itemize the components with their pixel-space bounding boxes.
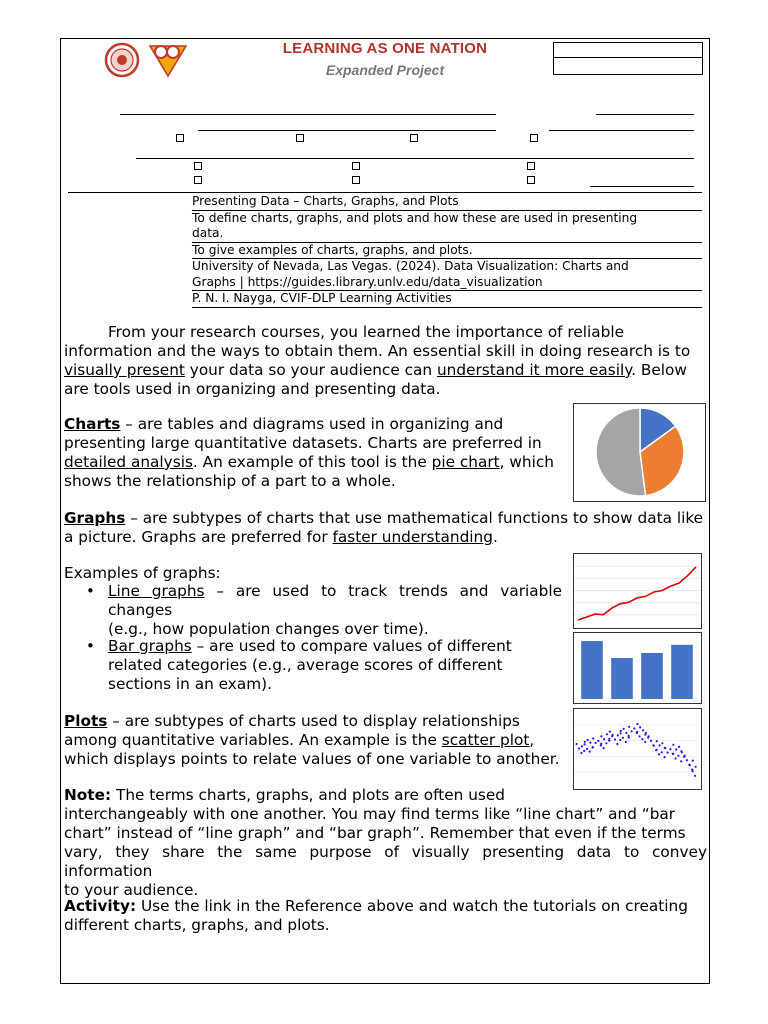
plots-text: , [529, 731, 535, 749]
metadata-block [192, 194, 702, 308]
form-line [136, 158, 694, 159]
note-text: chart” instead of “line graph” and “bar graph”. Remember that even if the terms [64, 824, 686, 842]
scatter-point [589, 751, 591, 753]
bar-graph-term: Bar graphs [108, 637, 192, 655]
graphs-term: Graphs [64, 509, 126, 527]
checkbox[interactable] [296, 134, 304, 142]
scatter-point [617, 734, 619, 736]
scatter-point [589, 742, 591, 744]
scatter-point [625, 741, 627, 743]
scatter-point [628, 726, 630, 728]
meta-topic: Presenting Data – Charts, Graphs, and Plots [192, 194, 702, 211]
meta-objective-1b: data. [192, 226, 702, 243]
bar-graph-text: related categories (e.g., average scores of different [108, 656, 503, 674]
line-graph-term: Line graphs [108, 582, 205, 600]
bar-graph-text: – are used to compare values of different [191, 637, 512, 655]
scatter-point [600, 743, 602, 745]
scatter-point [623, 728, 625, 730]
scatter-point [578, 747, 580, 749]
checkbox[interactable] [176, 134, 184, 142]
header-subtitle: Expanded Project [325, 62, 445, 78]
pie-slice [596, 408, 646, 496]
scatter-point [669, 748, 671, 750]
scatter-point [584, 741, 586, 743]
scatter-point [581, 745, 583, 747]
bar [611, 658, 633, 699]
plots-text: – are subtypes of charts used to display relationships [107, 712, 520, 730]
bar [641, 653, 663, 699]
scatter-point [603, 747, 605, 749]
scatter-point [580, 752, 582, 754]
scatter-point [586, 748, 588, 750]
checkbox[interactable] [410, 134, 418, 142]
plots-emphasis: scatter plot [441, 731, 530, 749]
scatter-point [661, 751, 663, 753]
header-title: LEARNING AS ONE NATION [282, 40, 488, 57]
scatter-point [605, 742, 607, 744]
form-line [549, 130, 694, 131]
scatter-point [597, 740, 599, 742]
scatter-point [592, 746, 594, 748]
dlp-logo [146, 40, 190, 78]
scatter-point [677, 755, 679, 757]
activity-section [64, 897, 707, 935]
scatter-point [694, 775, 696, 777]
note-section [64, 786, 707, 900]
scatter-point [675, 748, 677, 750]
scatter-point [628, 735, 630, 737]
scatter-point [656, 749, 658, 751]
graphs-emphasis: faster understanding [332, 528, 493, 546]
activity-label: Activity: [64, 897, 137, 915]
scatter-point [645, 732, 647, 734]
line-series [578, 567, 696, 620]
scatter-point [592, 737, 594, 739]
form-line [68, 192, 702, 193]
line-chart-box [573, 553, 702, 629]
meta-author: P. N. I. Nayga, CVIF-DLP Learning Activities [192, 291, 702, 308]
activity-text: different charts, graphs, and plots. [64, 916, 330, 934]
note-text: to your audience. [64, 881, 199, 899]
activity-text: Use the link in the Reference above and watch the tutorials on creating [136, 897, 688, 915]
intro-line: From your research courses, you learned the importance of reliable [108, 323, 625, 341]
charts-emphasis: pie chart [431, 453, 500, 471]
intro-paragraph [64, 323, 707, 399]
pie-chart-box [573, 403, 706, 502]
meta-reference-1: University of Nevada, Las Vegas. (2024). Data Visualization: Charts and [192, 259, 629, 273]
line-graph-text: – are used to track trends and variable changes [108, 582, 562, 619]
charts-emphasis: detailed analysis [64, 453, 193, 471]
intro-line: information and the ways to obtain them. An essential skill in doing research is to [64, 342, 691, 360]
scatter-point [689, 764, 691, 766]
note-label: Note: [64, 786, 112, 804]
bar [671, 645, 693, 699]
scatter-point [692, 760, 694, 762]
scatter-point [633, 727, 635, 729]
checkbox[interactable] [194, 176, 202, 184]
scatter-plot [574, 709, 700, 788]
charts-text: shows the relationship of a part to a whole. [64, 472, 396, 490]
scatter-point [692, 770, 694, 772]
intro-text: . Below [631, 361, 687, 379]
school-seal-logo [100, 42, 144, 78]
bullet-icon: • [86, 582, 95, 600]
scatter-point [648, 735, 650, 737]
scatter-point [639, 735, 641, 737]
charts-text: presenting large quantitative datasets. Charts are preferred in [64, 434, 542, 452]
meta-objective-2: To give examples of charts, graphs, and plots. [192, 243, 702, 260]
scatter-point [619, 739, 621, 741]
scatter-point [664, 747, 666, 749]
scatter-point [603, 738, 605, 740]
scatter-point [672, 744, 674, 746]
scatter-point [678, 746, 680, 748]
line-chart [574, 554, 700, 627]
plots-term: Plots [64, 712, 108, 730]
scatter-point [639, 726, 641, 728]
scatter-point [625, 732, 627, 734]
checkbox[interactable] [527, 176, 535, 184]
form-line [120, 114, 496, 115]
checkbox[interactable] [352, 162, 360, 170]
scatter-point [656, 740, 658, 742]
note-text: vary, they share the same purpose of visually presenting data to convey information [64, 843, 707, 880]
scatter-point [606, 733, 608, 735]
scatter-point [680, 760, 682, 762]
charts-section [64, 415, 562, 491]
bullet-icon: • [86, 637, 95, 655]
scatter-point [695, 766, 697, 768]
graphs-text: – are subtypes of charts that use mathematical functions to show data like [125, 509, 704, 527]
meta-objective-1: To define charts, graphs, and plots and how these are used in presenting [192, 210, 638, 225]
graphs-section [64, 509, 707, 547]
line-graph-text: (e.g., how population changes over time). [108, 620, 429, 638]
scatter-point [664, 756, 666, 758]
meta-reference-2: Graphs | https://guides.library.unlv.edu/data_visualization [192, 275, 702, 292]
form-line [198, 130, 496, 131]
scatter-point [612, 734, 614, 736]
scatter-point [620, 732, 622, 734]
scatter-point [587, 739, 589, 741]
header-box-top [553, 42, 703, 58]
scatter-point [600, 735, 602, 737]
scatter-point [584, 743, 586, 745]
bar [581, 641, 603, 699]
scatter-point [622, 737, 624, 739]
scatter-point [672, 753, 674, 755]
header-box-bottom [553, 57, 703, 75]
bar-chart-box [573, 632, 702, 704]
line-graph-item [108, 582, 562, 639]
scatter-point [609, 731, 611, 733]
scatter-point [667, 752, 669, 754]
scatter-point [658, 753, 660, 755]
checkbox[interactable] [527, 162, 535, 170]
scatter-point [659, 744, 661, 746]
plots-section [64, 712, 562, 769]
scatter-point [636, 723, 638, 725]
scatter-point [641, 738, 643, 740]
scatter-point [620, 730, 622, 732]
graphs-text: a picture. Graphs are preferred for [64, 528, 333, 546]
bar-graph-text: sections in an exam). [108, 675, 272, 693]
form-line [590, 186, 694, 187]
scatter-point [595, 742, 597, 744]
scatter-point [650, 740, 652, 742]
scatter-point [681, 751, 683, 753]
intro-emphasis: understand it more easily [436, 361, 632, 379]
graphs-text: . [492, 528, 498, 546]
examples-heading: Examples of graphs: [64, 564, 221, 582]
intro-text: your data so your audience can [184, 361, 437, 379]
scatter-point [686, 759, 688, 761]
checkbox[interactable] [530, 134, 538, 142]
note-text: interchangeably with one another. You may find terms like “line chart” and “bar [64, 805, 676, 823]
checkbox[interactable] [194, 162, 202, 170]
scatter-point [631, 730, 633, 732]
bar-graph-item [108, 637, 562, 694]
plots-text: among quantitative variables. An example is the [64, 731, 442, 749]
charts-term: Charts [64, 415, 121, 433]
scatter-point [642, 729, 644, 731]
note-text: The terms charts, graphs, and plots are often used [111, 786, 506, 804]
charts-text: . An example of this tool is the [192, 453, 432, 471]
charts-text: , which [499, 453, 554, 471]
pie-chart [574, 404, 704, 500]
scatter-point [675, 757, 677, 759]
scatter-point [644, 741, 646, 743]
intro-line: are tools used in organizing and presenting data. [64, 380, 441, 398]
scatter-point [684, 755, 686, 757]
scatter-point [616, 743, 618, 745]
plots-text: which displays points to relate values of one variable to another. [64, 750, 560, 768]
scatter-point [614, 738, 616, 740]
scatter-point [636, 731, 638, 733]
scatter-chart-box [573, 708, 702, 790]
intro-emphasis: visually present [64, 361, 185, 379]
form-line [596, 114, 694, 115]
scatter-point [583, 750, 585, 752]
scatter-point [661, 742, 663, 744]
scatter-point [608, 740, 610, 742]
charts-text: – are tables and diagrams used in organizing and [120, 415, 504, 433]
scatter-point [653, 745, 655, 747]
bar-chart [574, 633, 700, 702]
checkbox[interactable] [352, 176, 360, 184]
scatter-point [576, 743, 578, 745]
